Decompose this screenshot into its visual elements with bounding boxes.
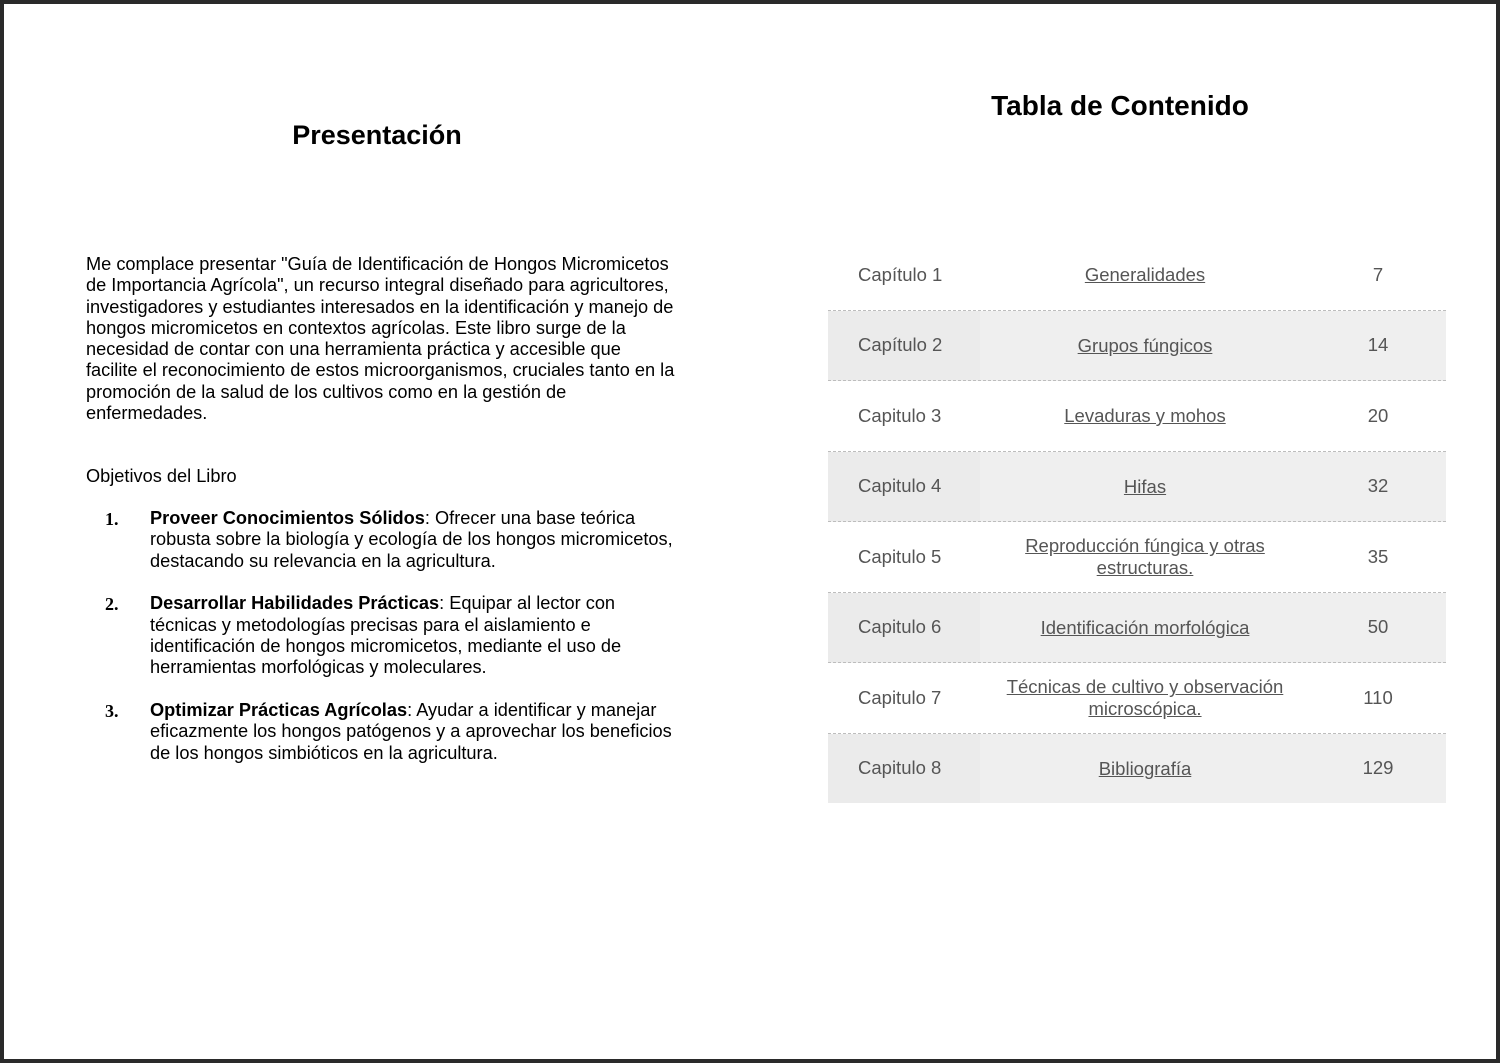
objective-item <box>86 700 686 764</box>
presentation-intro: Me complace presentar "Guía de Identificación de Hongos Micromicetos de Importancia Agrícola", un recurso integral diseñado para agricultores, investigadores y estudiantes interesados en la identificación y manejo de hongos micromicetos en contextos agrícolas. Este libro surge de la necesidad de contar con una herramienta práctica y accesible que facilite el reconocimiento de estos microorganismos, cruciales tanto en la promoción de la salud de los cultivos como en la gestión de enfermedades. <box>86 254 675 424</box>
objective-title: Desarrollar Habilidades Prácticas <box>150 593 440 614</box>
toc-chapter-label: Capitulo 6 <box>828 593 980 663</box>
toc-chapter-link[interactable]: Hifas <box>1123 475 1167 497</box>
objective-title: Optimizar Prácticas Agrícolas <box>150 700 408 721</box>
objectives-heading: Objetivos del Libro <box>86 466 237 486</box>
toc-row <box>828 522 1446 593</box>
toc-chapter-link[interactable]: Técnicas de cultivo y observación microscópica. <box>1006 676 1284 719</box>
toc-chapter-link[interactable]: Reproducción fúngica y otras estructuras. <box>1025 535 1265 578</box>
toc-row <box>828 593 1446 664</box>
toc-row <box>828 381 1446 452</box>
toc-chapter-label: Capitulo 3 <box>858 404 942 426</box>
toc-chapter-label: Capítulo 2 <box>828 311 980 381</box>
objectives-list <box>86 508 686 785</box>
toc-page-number: 14 <box>1367 334 1389 356</box>
toc-chapter-label: Capitulo 8 <box>828 734 980 804</box>
objective-number: 2. <box>105 594 119 615</box>
toc-row <box>828 452 1446 523</box>
toc-chapter-label: Capitulo 5 <box>858 545 942 567</box>
objective-title: Proveer Conocimientos Sólidos <box>150 508 425 528</box>
toc-row <box>828 311 1446 382</box>
objective-item <box>86 593 686 678</box>
toc-page-number: 110 <box>1363 686 1393 708</box>
toc-title: Tabla de Contenido <box>991 90 1249 121</box>
toc-chapter-label: Capitulo 4 <box>828 452 980 522</box>
toc-chapter-link[interactable]: Bibliografía <box>1098 757 1192 779</box>
toc-page-number: 129 <box>1362 757 1394 779</box>
objective-number: 3. <box>105 701 119 722</box>
toc-row <box>828 240 1446 311</box>
toc-page-number: 35 <box>1367 545 1389 567</box>
toc-row <box>828 734 1446 804</box>
toc-chapter-link[interactable]: Identificación morfológica <box>1040 616 1250 638</box>
toc-chapter-link[interactable]: Generalidades <box>1084 264 1206 285</box>
objective-number: 1. <box>105 509 119 529</box>
toc-page-number: 20 <box>1367 404 1389 426</box>
toc-chapter-link[interactable]: Grupos fúngicos <box>1077 334 1213 356</box>
presentation-title: Presentación <box>292 120 462 150</box>
objective-text: : Ayudar a identificar y manejar eficazmente los hongos patógenos y a aprovechar los beneficios de los hongos simbióticos en la agricultura. <box>150 700 672 763</box>
objective-text: : Ofrecer una base teórica robusta sobre la biología y ecología de los hongos micromicetos, destacando su relevancia en la agricultura. <box>150 508 673 571</box>
toc-page-number: 50 <box>1367 616 1389 638</box>
toc-chapter-label: Capitulo 7 <box>858 686 942 708</box>
objective-text: : Equipar al lector con técnicas y metodologías precisas para el aislamiento e identificación de hongos micromicetos, mediante el uso de herramientas morfológicas y moleculares. <box>150 593 622 678</box>
toc-table <box>828 240 1446 803</box>
toc-page-number: 32 <box>1367 475 1389 497</box>
toc-chapter-link[interactable]: Levaduras y mohos <box>1064 405 1226 426</box>
toc-page-number: 7 <box>1372 263 1384 285</box>
objective-item <box>86 508 686 572</box>
toc-row <box>828 663 1446 734</box>
toc-chapter-label: Capítulo 1 <box>858 263 943 285</box>
